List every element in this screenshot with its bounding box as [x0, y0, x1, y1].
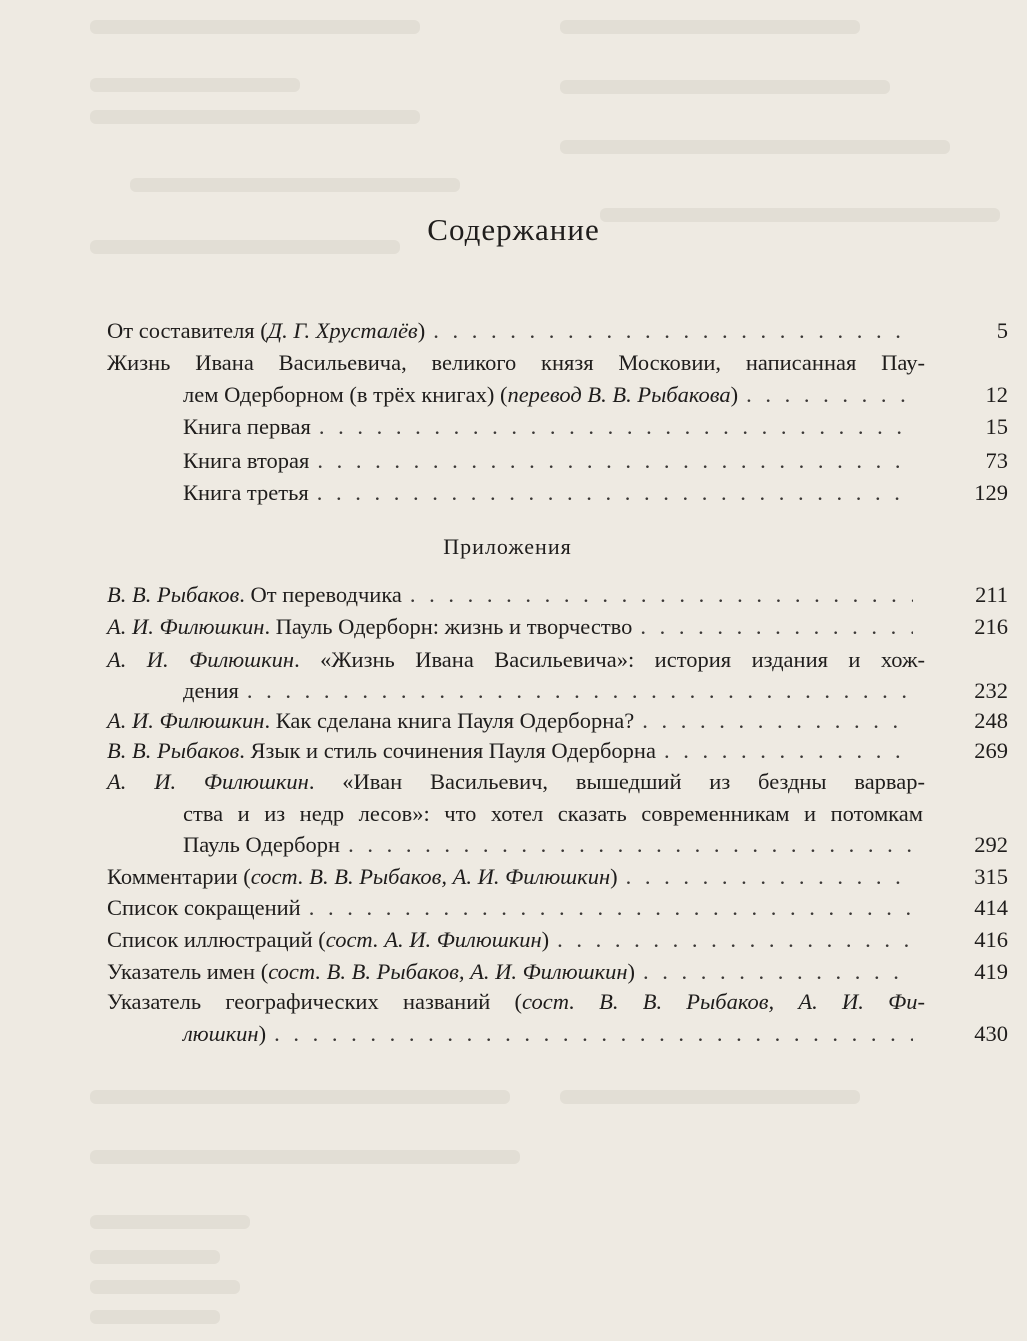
- toc-entry: Жизнь Ивана Васильевича, великого князя Московии, написанная Пау-: [107, 350, 925, 375]
- leader-dots: [557, 925, 913, 955]
- toc-entry-continued: лем Одерборном (в трёх книгах) ( перевод В. В. Рыбакова ) . . .: [183, 380, 927, 410]
- toc-entry: Комментарии ( сост. В. В. Рыбаков, А. И. Филюшкин ) . . .: [107, 862, 927, 892]
- toc-entry: В. В. Рыбаков . Язык и стиль сочинения Пауля Одерборна . . .: [107, 736, 927, 766]
- toc-entry: Список иллюстраций ( сост. А. И. Филюшкин ) . . .: [107, 925, 927, 955]
- leader-dots: [626, 862, 913, 892]
- page-number: 248: [974, 708, 1008, 733]
- page-number: 15: [985, 414, 1008, 439]
- leader-dots: [319, 412, 913, 442]
- toc-entry: От составителя ( Д. Г. Хрусталёв ) . . .: [107, 316, 927, 346]
- toc-entry: А. И. Филюшкин . Пауль Одерборн: жизнь и творчество . . .: [107, 612, 927, 642]
- leader-dots: [640, 612, 913, 642]
- toc-entry-continued: дения . . .: [183, 676, 927, 706]
- leader-dots: [643, 957, 913, 987]
- page-number: 211: [975, 582, 1008, 607]
- toc-entry: А. И. Филюшкин . Как сделана книга Пауля Одерборна? . . .: [107, 706, 927, 736]
- page-number: 416: [974, 927, 1008, 952]
- toc-entry: А. И. Филюшкин. «Жизнь Ивана Васильевича»: история издания и хож-: [107, 647, 926, 672]
- page-number: 129: [974, 480, 1008, 505]
- leader-dots: [247, 676, 913, 706]
- page-number: 292: [974, 832, 1008, 857]
- leader-dots: [274, 1019, 913, 1049]
- page-number: 315: [974, 864, 1008, 889]
- toc-entry: Указатель географических названий (сост. В. В. Рыбаков, А. И. Фи-: [107, 989, 925, 1014]
- toc-entry: Указатель имен ( сост. В. В. Рыбаков, А. И. Филюшкин ) . . .: [107, 957, 927, 987]
- page-number: 430: [974, 1021, 1008, 1046]
- toc-entry-continued: Пауль Одерборн . . .: [183, 830, 927, 860]
- toc-entry-continued: люшкин ) . . .: [183, 1019, 927, 1049]
- leader-dots: [317, 478, 913, 508]
- page-number: 12: [985, 382, 1008, 407]
- leader-dots: [317, 446, 913, 476]
- leader-dots: [433, 316, 913, 346]
- toc-entry-continued: ства и из недр лесов»: что хотел сказать современникам и потомкам: [183, 801, 923, 826]
- page-number: 269: [974, 738, 1008, 763]
- toc-entry: Книга третья . . .: [183, 478, 927, 508]
- page-title: Содержание: [427, 212, 600, 247]
- toc-entry: Список сокращений . . .: [107, 893, 927, 923]
- leader-dots: [642, 706, 913, 736]
- toc-entry: Книга первая . . .: [183, 412, 927, 442]
- page-number: 5: [996, 318, 1008, 343]
- toc-entry: А. И. Филюшкин. «Иван Васильевич, вышедший из бездны варвар-: [107, 769, 925, 794]
- leader-dots: [664, 736, 913, 766]
- page-number: 73: [985, 448, 1008, 473]
- toc-entry: Книга вторая . . .: [183, 446, 927, 476]
- leader-dots: [348, 830, 913, 860]
- leader-dots: [309, 893, 913, 923]
- page-number: 216: [974, 614, 1008, 639]
- leader-dots: [746, 380, 913, 410]
- leader-dots: [410, 580, 913, 610]
- toc-entry: В. В. Рыбаков . От переводчика . . .: [107, 580, 927, 610]
- page-number: 419: [974, 959, 1008, 984]
- page-number: 232: [974, 678, 1008, 703]
- appendix-heading: Приложения: [443, 534, 572, 559]
- page-number: 414: [974, 895, 1008, 920]
